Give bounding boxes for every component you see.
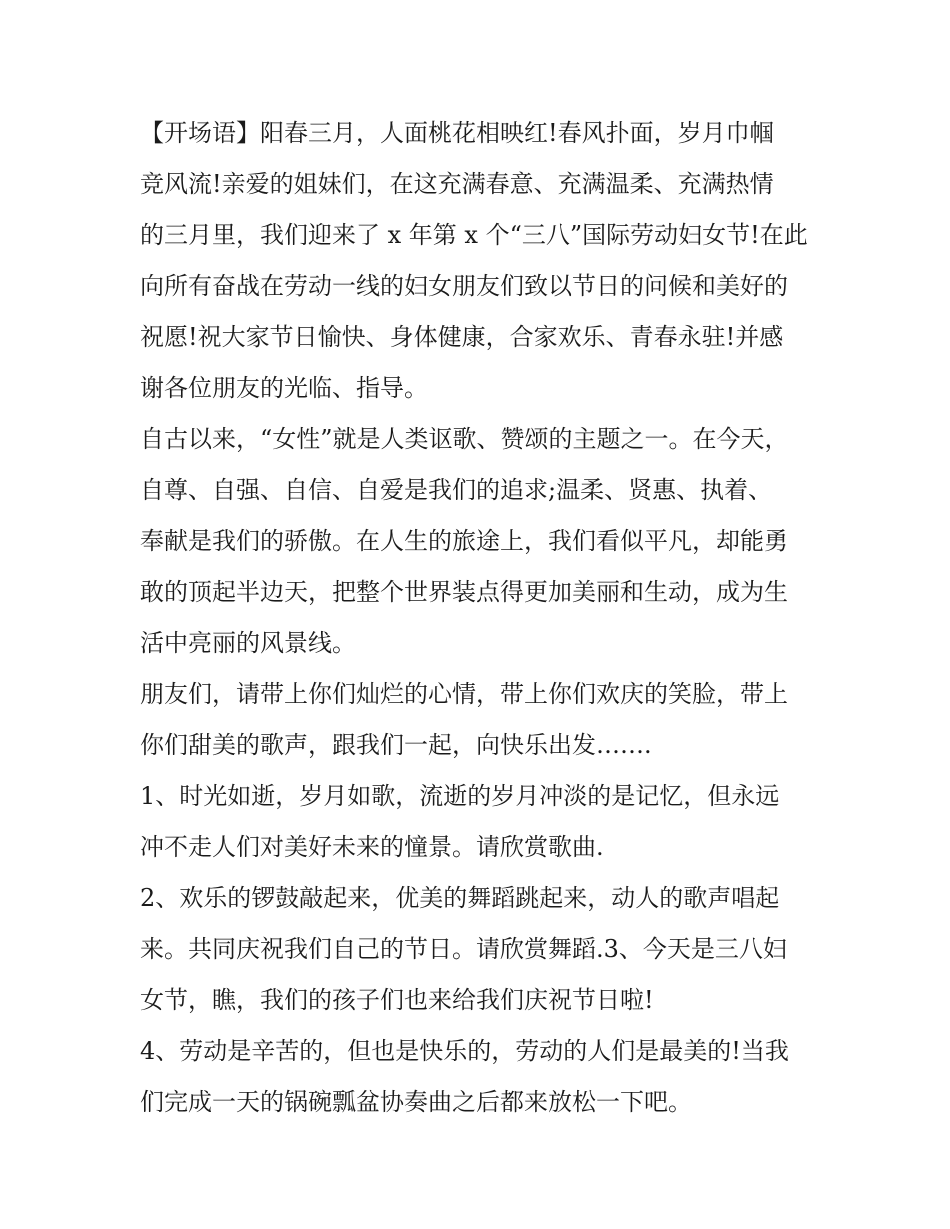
text-line: 4、劳动是辛苦的，但也是快乐的，劳动的人们是最美的!当我 xyxy=(140,1037,789,1065)
paragraph-item-2-3 xyxy=(140,873,815,1026)
text-line: 1、时光如逝，岁月如歌，流逝的岁月冲淡的是记忆，但永远 xyxy=(140,782,780,810)
text-line: 冲不走人们对美好未来的憧景。请欣赏歌曲. xyxy=(140,833,604,861)
paragraph-item-1 xyxy=(140,771,815,873)
text-line: 祝愿!祝大家节日愉快、身体健康，合家欢乐、青春永驻!并感 xyxy=(140,323,784,351)
text-line: 的三月里，我们迎来了 x 年第 x 个“三八”国际劳动妇女节!在此 xyxy=(140,221,808,249)
text-line: 向所有奋战在劳动一线的妇女朋友们致以节日的问候和美好的 xyxy=(140,272,788,300)
text-line: 你们甜美的歌声，跟我们一起，向快乐出发……. xyxy=(140,731,652,759)
text-line: 【开场语】阳春三月，人面桃花相映红!春风扑面，岁月巾帼 xyxy=(140,119,774,147)
text-line: 自尊、自强、自信、自爱是我们的追求;温柔、贤惠、执着、 xyxy=(140,476,773,504)
paragraph-item-4 xyxy=(140,1026,815,1128)
paragraph-invitation xyxy=(140,669,815,771)
paragraph-women-theme xyxy=(140,414,815,669)
text-line: 奉献是我们的骄傲。在人生的旅途上，我们看似平凡，却能勇 xyxy=(140,527,788,555)
text-line: 女节，瞧，我们的孩子们也来给我们庆祝节日啦! xyxy=(140,986,654,1014)
text-line: 自古以来，“女性”就是人类讴歌、赞颂的主题之一。在今天， xyxy=(140,425,789,453)
text-line: 活中亮丽的风景线。 xyxy=(140,629,356,657)
document-body xyxy=(140,108,815,1128)
text-line: 2、欢乐的锣鼓敲起来，优美的舞蹈跳起来，动人的歌声唱起 xyxy=(140,884,780,912)
text-line: 来。共同庆祝我们自己的节日。请欣赏舞蹈.3、今天是三八妇 xyxy=(140,935,787,963)
paragraph-opening xyxy=(140,108,815,414)
text-line: 敢的顶起半边天，把整个世界装点得更加美丽和生动，成为生 xyxy=(140,578,788,606)
text-line: 竞风流!亲爱的姐妹们，在这充满春意、充满温柔、充满热情 xyxy=(140,170,774,198)
text-line: 谢各位朋友的光临、指导。 xyxy=(140,374,428,402)
text-line: 们完成一天的锅碗瓢盆协奏曲之后都来放松一下吧。 xyxy=(140,1088,692,1116)
text-line: 朋友们，请带上你们灿烂的心情，带上你们欢庆的笑脸，带上 xyxy=(140,680,788,708)
